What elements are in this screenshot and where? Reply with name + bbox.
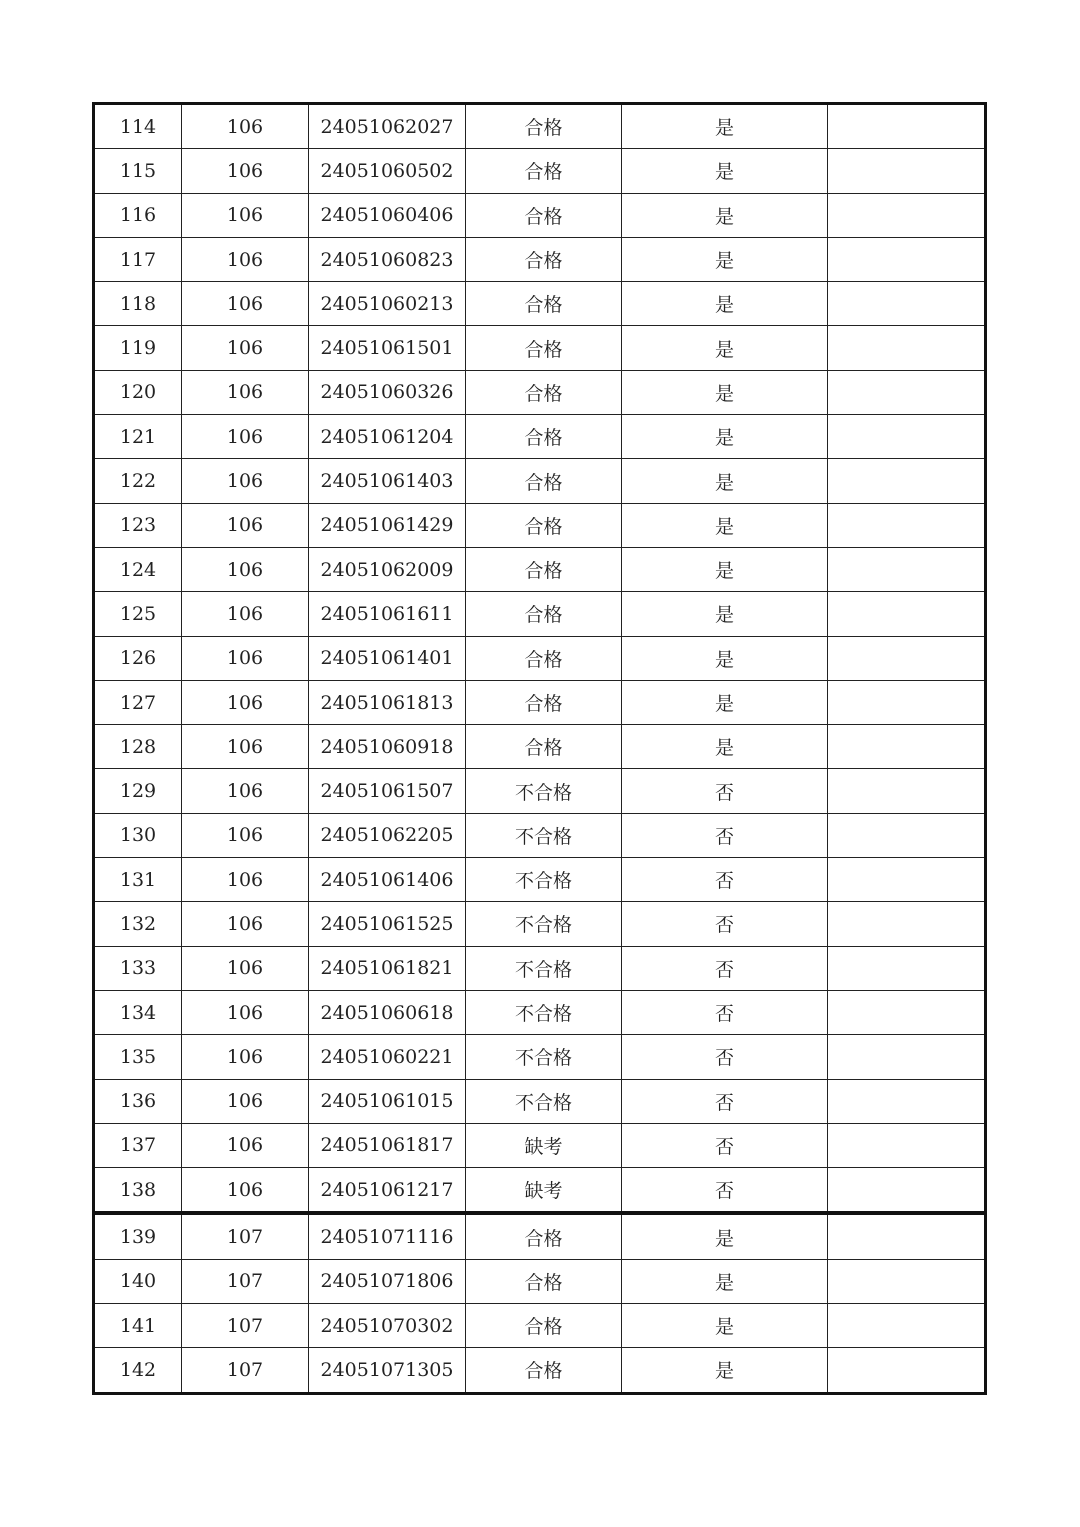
table-row (94, 104, 986, 149)
result-cell: 不合格 (466, 1035, 622, 1079)
table-row (94, 725, 986, 769)
result-cell: 不合格 (466, 813, 622, 857)
seq-number-cell: 115 (94, 149, 182, 193)
result-cell: 合格 (466, 680, 622, 724)
advance-cell: 否 (622, 990, 828, 1034)
seq-number-cell: 139 (94, 1213, 182, 1259)
seq-number-cell: 129 (94, 769, 182, 813)
exam-number-cell: 24051062027 (309, 104, 466, 149)
advance-cell: 是 (622, 1348, 828, 1393)
position-code-cell: 106 (182, 326, 309, 370)
position-code-cell: 106 (182, 592, 309, 636)
position-code-cell: 106 (182, 813, 309, 857)
advance-cell: 是 (622, 326, 828, 370)
table-row (94, 1079, 986, 1123)
remark-cell (828, 1123, 986, 1167)
seq-number-cell: 120 (94, 370, 182, 414)
seq-number-cell: 122 (94, 459, 182, 503)
table-row (94, 547, 986, 591)
remark-cell (828, 1348, 986, 1393)
result-cell: 合格 (466, 1304, 622, 1348)
result-cell: 合格 (466, 370, 622, 414)
exam-number-cell: 24051061401 (309, 636, 466, 680)
seq-number-cell: 127 (94, 680, 182, 724)
seq-number-cell: 118 (94, 282, 182, 326)
position-code-cell: 106 (182, 415, 309, 459)
advance-cell: 是 (622, 503, 828, 547)
exam-number-cell: 24051070302 (309, 1304, 466, 1348)
position-code-cell: 106 (182, 547, 309, 591)
remark-cell (828, 149, 986, 193)
position-code-cell: 106 (182, 1035, 309, 1079)
table-row (94, 858, 986, 902)
position-code-cell: 106 (182, 990, 309, 1034)
table-row (94, 1259, 986, 1303)
advance-cell: 是 (622, 636, 828, 680)
result-cell: 缺考 (466, 1168, 622, 1214)
seq-number-cell: 125 (94, 592, 182, 636)
table-row (94, 1304, 986, 1348)
remark-cell (828, 1304, 986, 1348)
exam-number-cell: 24051062205 (309, 813, 466, 857)
seq-number-cell: 116 (94, 193, 182, 237)
exam-number-cell: 24051060823 (309, 237, 466, 281)
position-code-cell: 106 (182, 1168, 309, 1214)
result-cell: 合格 (466, 725, 622, 769)
advance-cell: 否 (622, 902, 828, 946)
result-cell: 不合格 (466, 769, 622, 813)
advance-cell: 否 (622, 1123, 828, 1167)
exam-number-cell: 24051060326 (309, 370, 466, 414)
seq-number-cell: 135 (94, 1035, 182, 1079)
position-code-cell: 106 (182, 1123, 309, 1167)
result-cell: 合格 (466, 149, 622, 193)
exam-number-cell: 24051061406 (309, 858, 466, 902)
advance-cell: 是 (622, 149, 828, 193)
advance-cell: 否 (622, 769, 828, 813)
exam-number-cell: 24051061204 (309, 415, 466, 459)
table-row (94, 1348, 986, 1393)
result-cell: 合格 (466, 415, 622, 459)
position-code-cell: 106 (182, 370, 309, 414)
table-row (94, 149, 986, 193)
exam-number-cell: 24051061817 (309, 1123, 466, 1167)
seq-number-cell: 138 (94, 1168, 182, 1214)
advance-cell: 是 (622, 1259, 828, 1303)
remark-cell (828, 503, 986, 547)
result-cell: 不合格 (466, 1079, 622, 1123)
result-cell: 合格 (466, 636, 622, 680)
seq-number-cell: 128 (94, 725, 182, 769)
exam-number-cell: 24051071116 (309, 1213, 466, 1259)
remark-cell (828, 1035, 986, 1079)
advance-cell: 是 (622, 592, 828, 636)
results-table (92, 102, 987, 1395)
table-row (94, 1035, 986, 1079)
exam-number-cell: 24051060406 (309, 193, 466, 237)
exam-number-cell: 24051060918 (309, 725, 466, 769)
seq-number-cell: 137 (94, 1123, 182, 1167)
exam-number-cell: 24051060618 (309, 990, 466, 1034)
remark-cell (828, 459, 986, 503)
table-row (94, 990, 986, 1034)
table-row (94, 1123, 986, 1167)
position-code-cell: 106 (182, 946, 309, 990)
advance-cell: 否 (622, 813, 828, 857)
seq-number-cell: 119 (94, 326, 182, 370)
seq-number-cell: 123 (94, 503, 182, 547)
table-row (94, 370, 986, 414)
remark-cell (828, 547, 986, 591)
exam-number-cell: 24051061611 (309, 592, 466, 636)
position-code-cell: 106 (182, 104, 309, 149)
exam-number-cell: 24051061403 (309, 459, 466, 503)
position-code-cell: 107 (182, 1348, 309, 1393)
table-row (94, 902, 986, 946)
remark-cell (828, 902, 986, 946)
seq-number-cell: 132 (94, 902, 182, 946)
remark-cell (828, 813, 986, 857)
remark-cell (828, 237, 986, 281)
advance-cell: 是 (622, 725, 828, 769)
remark-cell (828, 1213, 986, 1259)
result-cell: 合格 (466, 193, 622, 237)
advance-cell: 否 (622, 858, 828, 902)
result-cell: 不合格 (466, 902, 622, 946)
remark-cell (828, 415, 986, 459)
remark-cell (828, 636, 986, 680)
result-cell: 缺考 (466, 1123, 622, 1167)
table-row (94, 592, 986, 636)
advance-cell: 是 (622, 104, 828, 149)
table-row (94, 503, 986, 547)
position-code-cell: 107 (182, 1304, 309, 1348)
advance-cell: 是 (622, 193, 828, 237)
result-cell: 合格 (466, 1213, 622, 1259)
seq-number-cell: 140 (94, 1259, 182, 1303)
result-cell: 合格 (466, 326, 622, 370)
result-cell: 合格 (466, 1259, 622, 1303)
exam-number-cell: 24051071806 (309, 1259, 466, 1303)
result-cell: 合格 (466, 503, 622, 547)
advance-cell: 否 (622, 1168, 828, 1214)
table-row (94, 636, 986, 680)
table-row (94, 680, 986, 724)
position-code-cell: 106 (182, 149, 309, 193)
advance-cell: 是 (622, 415, 828, 459)
table-row (94, 1168, 986, 1214)
position-code-cell: 106 (182, 1079, 309, 1123)
remark-cell (828, 1259, 986, 1303)
seq-number-cell: 142 (94, 1348, 182, 1393)
position-code-cell: 106 (182, 902, 309, 946)
seq-number-cell: 130 (94, 813, 182, 857)
advance-cell: 是 (622, 547, 828, 591)
result-cell: 合格 (466, 282, 622, 326)
exam-number-cell: 24051061821 (309, 946, 466, 990)
remark-cell (828, 769, 986, 813)
exam-number-cell: 24051061429 (309, 503, 466, 547)
remark-cell (828, 592, 986, 636)
position-code-cell: 106 (182, 193, 309, 237)
result-cell: 不合格 (466, 946, 622, 990)
exam-number-cell: 24051061525 (309, 902, 466, 946)
seq-number-cell: 126 (94, 636, 182, 680)
exam-number-cell: 24051061015 (309, 1079, 466, 1123)
table-row (94, 1213, 986, 1259)
table-row (94, 237, 986, 281)
table-row (94, 946, 986, 990)
table-row (94, 193, 986, 237)
remark-cell (828, 326, 986, 370)
remark-cell (828, 104, 986, 149)
result-cell: 合格 (466, 547, 622, 591)
advance-cell: 是 (622, 370, 828, 414)
position-code-cell: 106 (182, 503, 309, 547)
seq-number-cell: 133 (94, 946, 182, 990)
exam-number-cell: 24051071305 (309, 1348, 466, 1393)
result-cell: 不合格 (466, 990, 622, 1034)
position-code-cell: 106 (182, 237, 309, 281)
result-cell: 合格 (466, 592, 622, 636)
advance-cell: 是 (622, 237, 828, 281)
remark-cell (828, 858, 986, 902)
results-table-body (94, 104, 986, 1394)
advance-cell: 否 (622, 946, 828, 990)
advance-cell: 是 (622, 1213, 828, 1259)
exam-number-cell: 24051060502 (309, 149, 466, 193)
exam-number-cell: 24051061507 (309, 769, 466, 813)
seq-number-cell: 134 (94, 990, 182, 1034)
result-cell: 不合格 (466, 858, 622, 902)
exam-number-cell: 24051060213 (309, 282, 466, 326)
position-code-cell: 106 (182, 858, 309, 902)
table-row (94, 326, 986, 370)
seq-number-cell: 124 (94, 547, 182, 591)
remark-cell (828, 193, 986, 237)
table-row (94, 769, 986, 813)
remark-cell (828, 1079, 986, 1123)
position-code-cell: 107 (182, 1213, 309, 1259)
position-code-cell: 106 (182, 636, 309, 680)
seq-number-cell: 141 (94, 1304, 182, 1348)
remark-cell (828, 946, 986, 990)
seq-number-cell: 136 (94, 1079, 182, 1123)
result-cell: 合格 (466, 459, 622, 503)
remark-cell (828, 725, 986, 769)
position-code-cell: 106 (182, 680, 309, 724)
position-code-cell: 107 (182, 1259, 309, 1303)
exam-number-cell: 24051062009 (309, 547, 466, 591)
remark-cell (828, 282, 986, 326)
table-row (94, 459, 986, 503)
advance-cell: 否 (622, 1079, 828, 1123)
result-cell: 合格 (466, 237, 622, 281)
result-cell: 合格 (466, 104, 622, 149)
seq-number-cell: 131 (94, 858, 182, 902)
remark-cell (828, 680, 986, 724)
exam-number-cell: 24051061217 (309, 1168, 466, 1214)
position-code-cell: 106 (182, 282, 309, 326)
exam-number-cell: 24051060221 (309, 1035, 466, 1079)
advance-cell: 否 (622, 1035, 828, 1079)
seq-number-cell: 117 (94, 237, 182, 281)
position-code-cell: 106 (182, 769, 309, 813)
table-row (94, 282, 986, 326)
remark-cell (828, 990, 986, 1034)
advance-cell: 是 (622, 459, 828, 503)
seq-number-cell: 114 (94, 104, 182, 149)
exam-number-cell: 24051061813 (309, 680, 466, 724)
position-code-cell: 106 (182, 725, 309, 769)
seq-number-cell: 121 (94, 415, 182, 459)
advance-cell: 是 (622, 282, 828, 326)
table-row (94, 813, 986, 857)
position-code-cell: 106 (182, 459, 309, 503)
advance-cell: 是 (622, 680, 828, 724)
table-row (94, 415, 986, 459)
remark-cell (828, 1168, 986, 1214)
advance-cell: 是 (622, 1304, 828, 1348)
exam-number-cell: 24051061501 (309, 326, 466, 370)
remark-cell (828, 370, 986, 414)
result-cell: 合格 (466, 1348, 622, 1393)
